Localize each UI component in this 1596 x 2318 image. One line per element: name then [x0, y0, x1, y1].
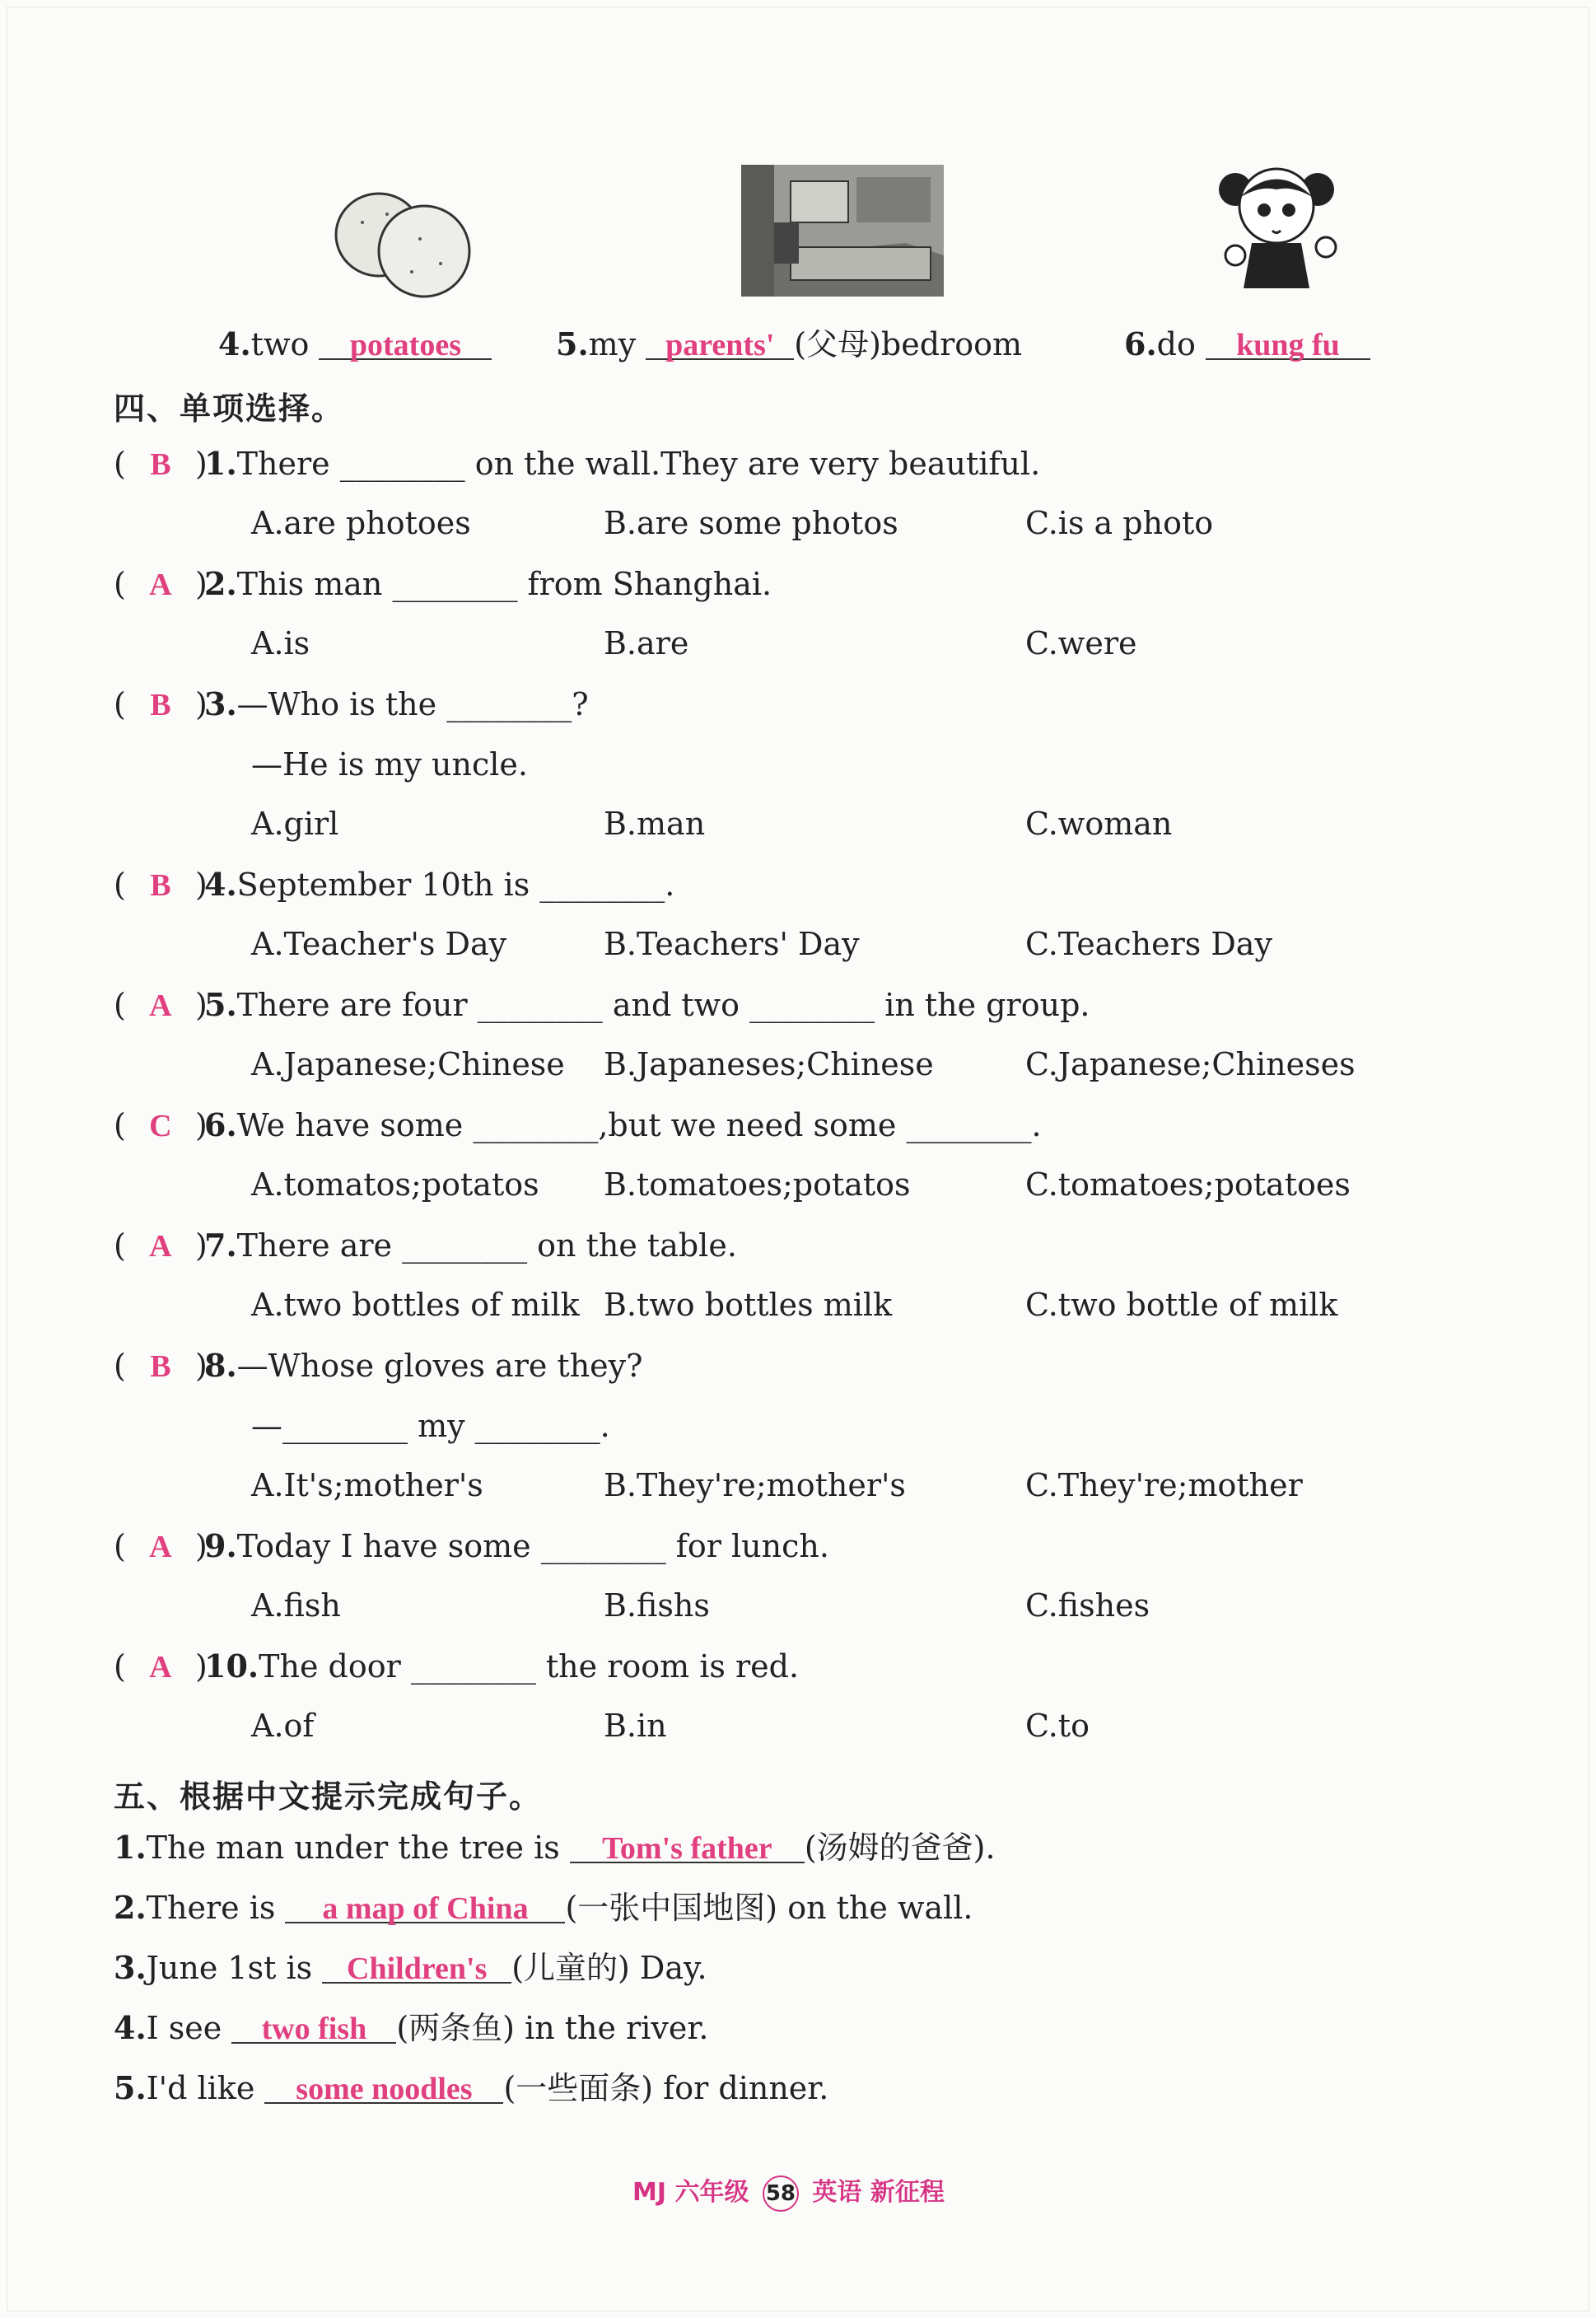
item-text: The man under the tree is: [146, 1830, 560, 1866]
option-a[interactable]: A.girl: [251, 806, 339, 842]
fill-item-4: [114, 2009, 708, 2047]
option-c[interactable]: C.tomatoes;potatoes: [1025, 1166, 1351, 1203]
question-stem: There are ________ on the table.: [236, 1227, 737, 1264]
question-number: 9.: [204, 1527, 237, 1564]
question-stem: There are four ________ and two ________ in the group.: [236, 987, 1090, 1023]
question-stem-line2: —________ my ________.: [251, 1408, 610, 1444]
option-a[interactable]: A.It's;mother's: [251, 1467, 483, 1503]
option-b[interactable]: B.They're;mother's: [604, 1467, 906, 1503]
answer-blank[interactable]: [285, 1889, 565, 1926]
bedroom-image: [741, 165, 944, 297]
answer-letter: A: [149, 568, 172, 602]
question-number: 8.: [204, 1347, 237, 1384]
question-number: 6.: [204, 1106, 237, 1143]
question-stem: We have some ________,but we need some ________.: [236, 1107, 1042, 1143]
answer-letter: C: [149, 1109, 172, 1143]
question-7: [114, 1227, 737, 1265]
option-b[interactable]: B.Teachers' Day: [604, 926, 860, 962]
answer-bracket[interactable]: ( C ): [114, 1107, 208, 1143]
question-number: 5.: [204, 986, 237, 1023]
option-c[interactable]: C.woman: [1025, 806, 1173, 842]
question-stem: This man ________ from Shanghai.: [236, 566, 772, 602]
item-text: do: [1156, 326, 1196, 362]
answer-letter: A: [149, 1650, 172, 1685]
question-stem: Today I have some ________ for lunch.: [236, 1528, 829, 1564]
option-a[interactable]: A.two bottles of milk: [251, 1287, 580, 1323]
item-number: 4.: [218, 325, 251, 362]
answer-bracket[interactable]: ( B ): [114, 686, 208, 722]
kung-fu-girl-image: [1202, 157, 1351, 301]
answer-bracket[interactable]: ( B ): [114, 446, 208, 482]
answer-letter: B: [150, 1349, 171, 1384]
option-b[interactable]: B.two bottles milk: [604, 1287, 893, 1323]
question-4: [114, 866, 674, 904]
answer-letter: A: [149, 988, 172, 1023]
item-text: (父母)bedroom: [794, 326, 1023, 362]
item-text: June 1st is: [146, 1950, 313, 1986]
item-text: I see: [146, 2010, 222, 2046]
item-number: 2.: [114, 1889, 147, 1926]
option-b[interactable]: B.Japaneses;Chinese: [604, 1046, 934, 1082]
pic-item-5: [556, 325, 1022, 363]
fill-item-1: [114, 1829, 996, 1867]
question-stem: —Who is the ________?: [236, 686, 589, 722]
answer-bracket[interactable]: ( A ): [114, 566, 208, 602]
answer-bracket[interactable]: ( B ): [114, 1348, 208, 1384]
item-text: I'd like: [146, 2070, 255, 2106]
answer-bracket[interactable]: ( A ): [114, 1528, 208, 1564]
answer-bracket[interactable]: ( A ): [114, 1648, 208, 1685]
item-number: 3.: [114, 1949, 147, 1986]
option-c[interactable]: C.fishes: [1025, 1587, 1150, 1624]
answer-blank[interactable]: [231, 2009, 396, 2044]
option-b[interactable]: B.are: [604, 625, 689, 661]
question-stem: There ________ on the wall.They are very beautiful.: [236, 446, 1041, 482]
option-c[interactable]: C.Japanese;Chineses: [1025, 1046, 1356, 1082]
option-b[interactable]: B.man: [604, 806, 706, 842]
question-1: [114, 445, 1040, 484]
question-stem: September 10th is ________.: [236, 867, 675, 903]
option-a[interactable]: A.is: [251, 625, 310, 661]
option-a[interactable]: A.are photoes: [251, 505, 471, 541]
item-number: 4.: [114, 2009, 147, 2046]
question-stem: —Whose gloves are they?: [236, 1348, 643, 1384]
answer-text: potatoes: [349, 328, 461, 362]
fill-item-5: [114, 2069, 828, 2107]
picture-row: [0, 157, 1596, 313]
section-5-title: 五、根据中文提示完成句子。: [114, 1778, 543, 1815]
question-9: [114, 1527, 829, 1566]
question-number: 7.: [204, 1227, 237, 1264]
page-footer: [632, 2171, 945, 2212]
item-hint: (一些面条) for dinner.: [503, 2070, 829, 2106]
option-c[interactable]: C.is a photo: [1025, 505, 1214, 541]
answer-letter: A: [149, 1229, 172, 1264]
answer-text: Children's: [347, 1951, 488, 1986]
answer-text: parents': [665, 328, 775, 362]
option-c[interactable]: C.Teachers Day: [1025, 926, 1272, 962]
item-number: 5.: [114, 2069, 147, 2106]
item-number: 6.: [1124, 325, 1157, 362]
section-4-title: 四、单项选择。: [114, 390, 345, 427]
option-b[interactable]: B.tomatoes;potatos: [604, 1166, 911, 1203]
answer-blank[interactable]: [646, 325, 794, 360]
item-hint: (汤姆的爸爸).: [804, 1830, 996, 1866]
answer-letter: B: [150, 868, 171, 903]
answer-letter: B: [150, 447, 171, 482]
option-c[interactable]: C.two bottle of milk: [1025, 1287, 1338, 1323]
answer-blank[interactable]: [319, 325, 492, 360]
question-number: 1.: [204, 445, 237, 482]
answer-letter: A: [149, 1530, 172, 1564]
option-a[interactable]: A.Teacher's Day: [251, 926, 507, 962]
fill-item-2: [114, 1889, 973, 1927]
answer-text: kung fu: [1236, 328, 1340, 362]
item-text: two: [250, 326, 310, 362]
question-8: [114, 1347, 643, 1386]
footer-title: 英语 新征程: [812, 2178, 945, 2207]
option-a[interactable]: A.tomatos;potatos: [251, 1166, 539, 1203]
option-c[interactable]: C.to: [1025, 1708, 1090, 1744]
question-number: 2.: [204, 565, 237, 602]
answer-blank[interactable]: [322, 1949, 511, 1984]
question-number: 3.: [204, 685, 237, 722]
item-text: There is: [146, 1890, 276, 1926]
answer-blank[interactable]: [570, 1829, 805, 1866]
option-a[interactable]: A.of: [251, 1708, 315, 1744]
question-6: [114, 1106, 1042, 1145]
page-number: 58: [763, 2175, 799, 2212]
option-a[interactable]: A.fish: [251, 1587, 341, 1624]
potatoes-image: [329, 181, 478, 305]
question-stem-line2: —He is my uncle.: [251, 746, 528, 783]
item-number: 5.: [556, 325, 589, 362]
answer-bracket[interactable]: ( A ): [114, 1227, 208, 1264]
pic-item-6: [1124, 325, 1370, 363]
footer-grade: MJ 六年级: [632, 2178, 749, 2207]
answer-text: Tom's father: [602, 1831, 772, 1866]
option-b[interactable]: B.fishs: [604, 1587, 710, 1624]
answer-bracket[interactable]: ( A ): [114, 987, 208, 1023]
answer-text: some noodles: [296, 2072, 473, 2106]
item-hint: (一张中国地图) on the wall.: [565, 1890, 973, 1926]
question-2: [114, 565, 772, 604]
option-b[interactable]: B.in: [604, 1708, 667, 1744]
question-3: [114, 685, 589, 724]
item-text: my: [588, 326, 637, 362]
option-c[interactable]: C.were: [1025, 625, 1137, 661]
question-number: 4.: [204, 866, 237, 903]
option-a[interactable]: A.Japanese;Chinese: [251, 1046, 565, 1082]
answer-blank[interactable]: [1206, 325, 1370, 360]
item-hint: (儿童的) Day.: [511, 1950, 707, 1986]
item-number: 1.: [114, 1829, 147, 1866]
item-hint: (两条鱼) in the river.: [396, 2010, 709, 2046]
option-c[interactable]: C.They're;mother: [1025, 1467, 1303, 1503]
option-b[interactable]: B.are some photos: [604, 505, 898, 541]
answer-bracket[interactable]: ( B ): [114, 867, 208, 903]
answer-text: a map of China: [322, 1891, 529, 1926]
fill-item-3: [114, 1949, 707, 1987]
answer-letter: B: [150, 688, 171, 722]
question-10: [114, 1647, 799, 1686]
pic-item-4: [218, 325, 492, 363]
question-5: [114, 986, 1090, 1025]
question-stem: The door ________ the room is red.: [259, 1648, 800, 1685]
answer-text: two fish: [261, 2012, 367, 2046]
answer-blank[interactable]: [264, 2069, 503, 2104]
question-number: 10.: [204, 1647, 259, 1685]
